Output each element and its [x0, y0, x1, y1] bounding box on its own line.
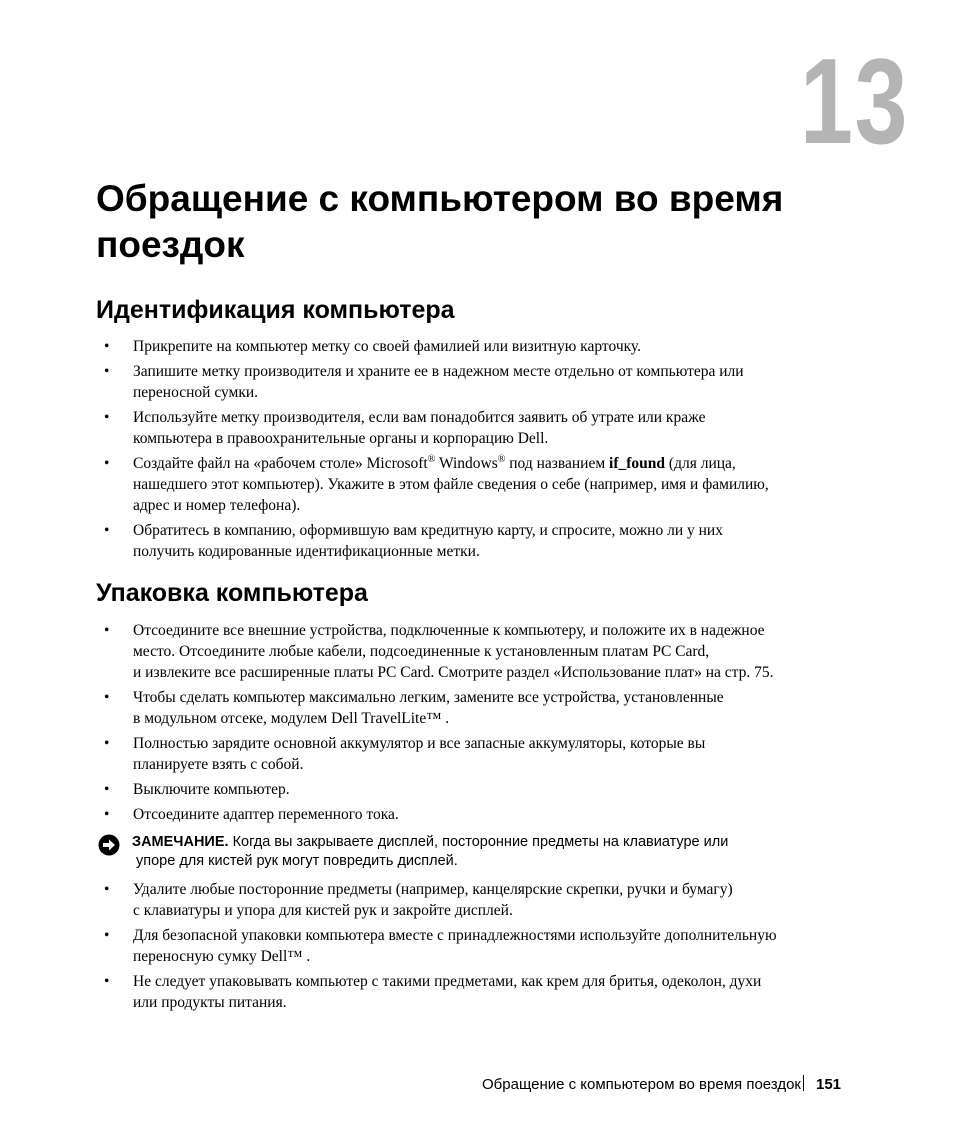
text: Используйте метку производителя, если вам понадобится заявить об утрате или краже: [133, 409, 706, 426]
list-item-line: [133, 708, 954, 729]
packing-list: [0, 620, 954, 829]
list-item-line: [133, 474, 954, 495]
bullet-icon: •: [104, 689, 110, 706]
list-item-line: [133, 453, 954, 474]
text: Windows: [435, 455, 498, 472]
list-item-line: [133, 428, 954, 449]
bullet-icon: •: [104, 409, 110, 426]
list-item-line: [133, 754, 954, 775]
text: в модульном отсеке, модулем Dell TravelLite™ .: [133, 710, 450, 727]
list-item: [0, 804, 954, 825]
footer-separator: [803, 1075, 804, 1091]
text: Прикрепите на компьютер метку со своей фамилией или визитную карточку.: [133, 338, 642, 355]
packing-list-continued: [0, 879, 954, 1017]
text: Для безопасной упаковки компьютера вместе с принадлежностями используйте дополнительную: [133, 927, 777, 944]
bullet-icon: •: [104, 806, 110, 823]
text: место. Отсоедините любые кабели, подсоединенные к установленным платам PC Card,: [133, 643, 710, 660]
text: адрес и номер телефона).: [133, 497, 301, 514]
list-item-line: [133, 641, 954, 662]
list-item-line: [133, 971, 954, 992]
text: Не следует упаковывать компьютер с такими предметами, как крем для бритья, одеколон, духи: [133, 973, 762, 990]
text: Чтобы сделать компьютер максимально легким, замените все устройства, установленные: [133, 689, 724, 706]
list-item-line: [133, 541, 954, 562]
chapter-number: 13: [800, 33, 909, 169]
notice-text: упоре для кистей рук могут повредить дисплей.: [136, 853, 458, 869]
text: Запишите метку производителя и храните ее в надежном месте отдельно от компьютера или: [133, 363, 744, 380]
bullet-icon: •: [104, 973, 110, 990]
title-line: поездок: [96, 224, 245, 265]
list-item: [0, 407, 954, 449]
text: Удалите любые посторонние предметы (например, канцелярские скрепки, ручки и бумагу): [133, 881, 733, 898]
list-item-line: [133, 879, 954, 900]
page-number: 151: [816, 1076, 842, 1093]
text: Отсоедините адаптер переменного тока.: [133, 806, 399, 823]
bullet-icon: •: [104, 363, 110, 380]
text: и извлеките все расширенные платы PC Card. Смотрите раздел «Использование плат» на стр. 75.: [133, 664, 774, 681]
bullet-icon: •: [104, 522, 110, 539]
list-item-line: [133, 900, 954, 921]
list-item: [0, 971, 954, 1013]
bullet-icon: •: [104, 781, 110, 798]
list-item-line: [133, 361, 954, 382]
list-item: [0, 520, 954, 562]
text: Полностью зарядите основной аккумулятор и все запасные аккумуляторы, которые вы: [133, 735, 706, 752]
list-item: [0, 620, 954, 683]
list-item: [0, 879, 954, 921]
bullet-icon: •: [104, 927, 110, 944]
bullet-icon: •: [104, 338, 110, 355]
text: Отсоедините все внешние устройства, подключенные к компьютеру, и положите их в надежное: [133, 622, 765, 639]
text: переносную сумку Dell™ .: [133, 948, 311, 965]
list-item: [0, 733, 954, 775]
list-item-line: [133, 779, 954, 800]
running-title: Обращение с компьютером во время поездок: [482, 1076, 801, 1093]
text: нашедшего этот компьютер). Укажите в этом файле сведения о себе (например, имя и фамилию,: [133, 476, 769, 493]
list-item-line: [133, 407, 954, 428]
text: с клавиатуры и упора для кистей рук и закройте дисплей.: [133, 902, 513, 919]
bullet-icon: •: [104, 622, 110, 639]
title-line: Обращение с компьютером во время: [96, 178, 784, 219]
list-item: [0, 336, 954, 357]
text: Обратитесь в компанию, оформившую вам кредитную карту, и спросите, можно ли у них: [133, 522, 723, 539]
bullet-icon: •: [104, 881, 110, 898]
list-item-line: [133, 946, 954, 967]
text: (для лица,: [665, 455, 736, 472]
list-item-line: [133, 520, 954, 541]
list-item: [0, 361, 954, 403]
list-item-line: [133, 662, 954, 683]
text: получить кодированные идентификационные метки.: [133, 543, 480, 560]
list-item-line: [133, 336, 954, 357]
list-item: [0, 925, 954, 967]
list-item-line: [133, 495, 954, 516]
page-title: [96, 176, 783, 268]
list-item-line: [133, 687, 954, 708]
page-footer: [482, 1075, 841, 1093]
arrow-right-circle-icon: [98, 834, 120, 856]
bullet-icon: •: [104, 735, 110, 752]
list-item: [0, 687, 954, 729]
text: или продукты питания.: [133, 994, 287, 1011]
list-item: [0, 453, 954, 516]
list-item-line: [133, 620, 954, 641]
list-item-line: [133, 733, 954, 754]
text: под названием: [505, 455, 610, 472]
list-item-line: [133, 382, 954, 403]
notice-text: Когда вы закрываете дисплей, посторонние предметы на клавиатуре или: [228, 834, 729, 850]
text: планируете взять с собой.: [133, 756, 304, 773]
text: компьютера в правоохранительные органы и корпорацию Dell.: [133, 430, 549, 447]
list-item-line: [133, 925, 954, 946]
filename-text: if_found: [609, 455, 666, 472]
registered-mark: ®: [427, 453, 436, 465]
list-item-line: [133, 992, 954, 1013]
identification-list: [0, 336, 954, 566]
list-item: [0, 779, 954, 800]
text: переносной сумки.: [133, 384, 259, 401]
section-heading-identification: Идентификация компьютера: [96, 296, 455, 324]
registered-mark: ®: [497, 453, 506, 465]
section-heading-packing: Упаковка компьютера: [96, 579, 368, 607]
bullet-icon: •: [104, 455, 110, 472]
text: Выключите компьютер.: [133, 781, 290, 798]
notice-label: ЗАМЕЧАНИЕ.: [132, 834, 229, 850]
list-item-line: [133, 804, 954, 825]
text: Создайте файл на «рабочем столе» Microsoft: [133, 455, 428, 472]
